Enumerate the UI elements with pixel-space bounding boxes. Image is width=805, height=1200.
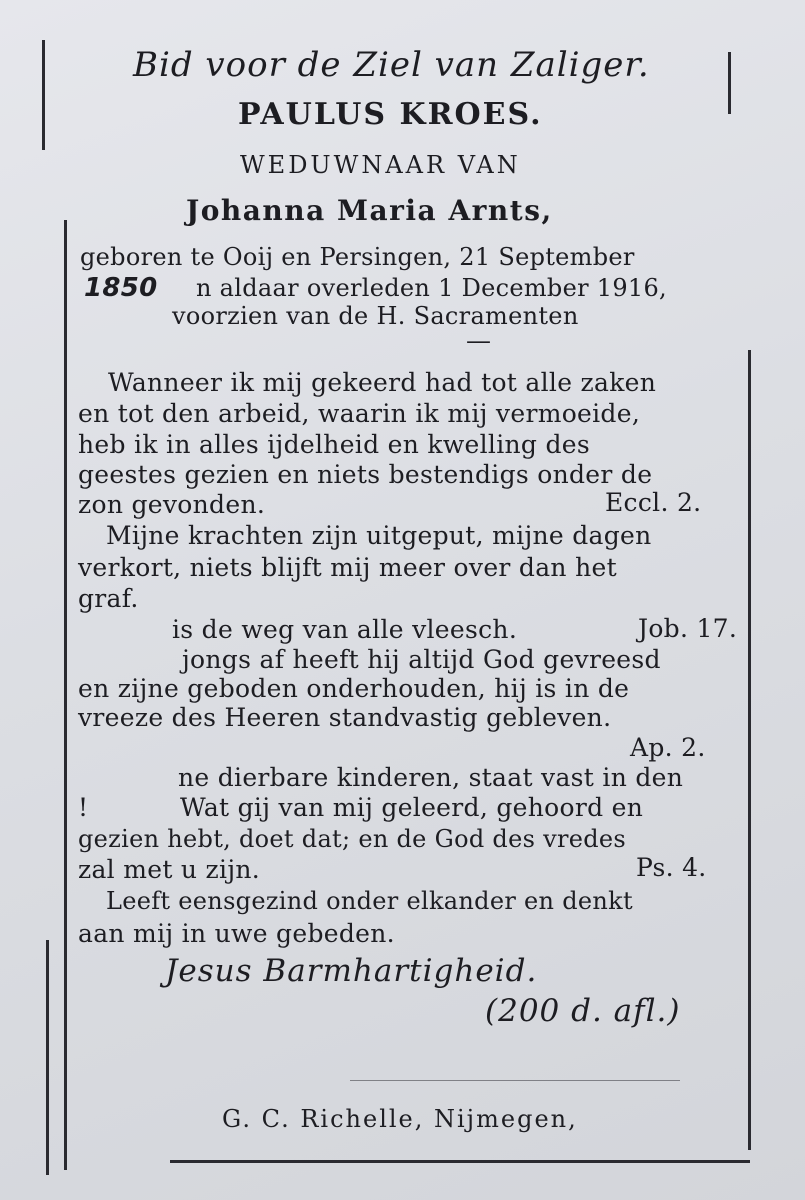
verse-line: jongs af heeft hij altijd God gevreesd bbox=[182, 645, 661, 674]
verse-line: zal met u zijn. bbox=[78, 855, 261, 884]
verse-line: ! bbox=[78, 793, 89, 822]
border-bottom bbox=[170, 1160, 750, 1163]
border-right-top bbox=[728, 52, 731, 114]
verse-line: Wat gij van mij geleerd, gehoord en bbox=[180, 793, 644, 822]
verse-line: Mijne krachten zijn uitgeput, mijne dagen bbox=[106, 521, 652, 550]
verse-line: heb ik in alles ijdelheid en kwelling des bbox=[78, 430, 590, 459]
verse-line: verkort, niets blijft mij meer over dan het bbox=[78, 553, 617, 582]
verse-reference: Job. 17. bbox=[638, 614, 738, 643]
verse-line: graf. bbox=[78, 584, 139, 613]
border-left-outer bbox=[42, 40, 45, 150]
died-line: n aldaar overleden 1 December 1916, bbox=[196, 274, 667, 302]
border-right-main bbox=[748, 350, 751, 1150]
border-left-main bbox=[64, 220, 67, 1170]
verse-line: aan mij in uwe gebeden. bbox=[78, 919, 395, 948]
verse-reference: Eccl. 2. bbox=[605, 488, 702, 517]
verse-reference: Ps. 4. bbox=[636, 853, 707, 882]
verse-line: zon gevonden. bbox=[78, 490, 266, 519]
sacrament-line: voorzien van de H. Sacramenten bbox=[172, 302, 579, 330]
printer-credit: G. C. Richelle, Nijmegen, bbox=[222, 1105, 578, 1133]
verse-line: en tot den arbeid, waarin ik mij vermoeide, bbox=[78, 399, 641, 428]
verse-line: is de weg van alle vleesch. bbox=[172, 615, 518, 644]
card-heading: Bid voor de Ziel van Zaliger. bbox=[133, 45, 650, 85]
separator-dash: — bbox=[466, 326, 492, 355]
deceased-name: PAULUS KROES. bbox=[238, 97, 543, 132]
widower-label: WEDUWNAAR VAN bbox=[240, 151, 521, 179]
border-left-far bbox=[46, 940, 49, 1175]
spouse-name: Johanna Maria Arnts, bbox=[186, 194, 553, 227]
closing-prayer: Jesus Barmhartigheid. bbox=[165, 953, 538, 989]
border-bottom-thin bbox=[350, 1080, 680, 1081]
handwritten-year: 1850 bbox=[84, 273, 158, 303]
verse-line: en zijne geboden onderhouden, hij is in de bbox=[78, 674, 630, 703]
verse-line: Leeft eensgezind onder elkander en denkt bbox=[106, 887, 633, 915]
verse-line: ne dierbare kinderen, staat vast in den bbox=[178, 763, 684, 792]
verse-line: Wanneer ik mij gekeerd had tot alle zaken bbox=[108, 368, 657, 397]
born-line: geboren te Ooij en Persingen, 21 September bbox=[80, 243, 635, 271]
verse-reference: Ap. 2. bbox=[630, 733, 706, 762]
verse-line: gezien hebt, doet dat; en de God des vredes bbox=[78, 825, 627, 853]
verse-line: vreeze des Heeren standvastig gebleven. bbox=[78, 703, 612, 732]
verse-line: geestes gezien en niets bestendigs onder de bbox=[78, 460, 653, 489]
indulgence-note: (200 d. afl.) bbox=[485, 993, 681, 1029]
